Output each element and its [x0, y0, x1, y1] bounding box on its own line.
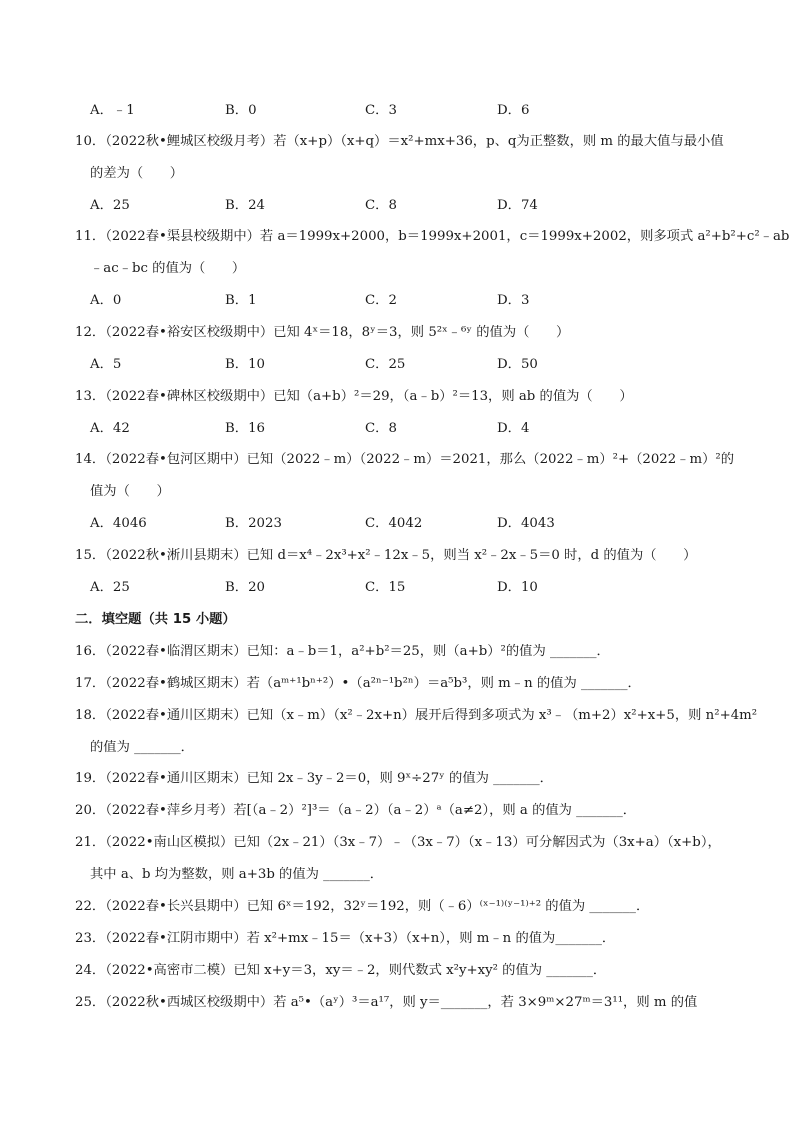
option-c: C．4042 — [365, 516, 423, 531]
question-14-line-1: 14．（2022春•包河区期中）已知（2022﹣m）（2022﹣m）＝2021，那么（2022﹣m）²+（2022﹣m）²的 — [75, 452, 735, 467]
question-11-line-2: ﹣ac﹣bc 的值为（ ） — [90, 261, 246, 276]
question-23: 23．（2022春•江阴市期中）若 x²+mx﹣15＝（x+3）（x+n），则 m﹣n 的值为_______． — [75, 931, 616, 946]
option-b: B．0 — [225, 103, 257, 118]
question-11-line-1: 11．（2022春•渠县校级期中）若 a＝1999x+2000，b＝1999x+2001，c＝1999x+2002，则多项式 a²+b²+c²﹣ab — [75, 229, 790, 244]
question-18-line-1: 18．（2022春•通川区期末）已知（x﹣m）（x²﹣2x+n）展开后得到多项式为 x³﹣（m+2）x²+x+5，则 n²+4m² — [75, 708, 758, 723]
option-b: B．24 — [225, 198, 265, 213]
option-d: D．3 — [497, 293, 530, 308]
option-d: D．4 — [497, 421, 530, 436]
option-a: A．25 — [90, 580, 130, 595]
option-a: A．42 — [90, 421, 130, 436]
question-17: 17．（2022春•鹤城区期末）若（aᵐ⁺¹bⁿ⁺²）•（a²ⁿ⁻¹b²ⁿ）＝a⁵b³，则 m﹣n 的值为 _______． — [75, 676, 641, 691]
option-c: C．2 — [365, 293, 397, 308]
question-22: 22．（2022春•长兴县期中）已知 6ˣ＝192，32ʸ＝192，则（﹣6）⁽ˣ⁻¹⁾⁽ʸ⁻¹⁾⁺² 的值为 _______． — [75, 899, 650, 914]
question-15-line-1: 15．（2022秋•淅川县期末）已知 d＝x⁴﹣2x³+x²﹣12x﹣5，则当 x²﹣2x﹣5＝0 时，d 的值为（ ） — [75, 548, 697, 563]
option-b: B．10 — [225, 357, 265, 372]
option-a: A．﹣1 — [90, 103, 135, 118]
option-d: D．6 — [497, 103, 530, 118]
option-a: A．4046 — [90, 516, 147, 531]
option-d: D．74 — [497, 198, 538, 213]
option-d: D．10 — [497, 580, 538, 595]
question-14-line-2: 值为（ ） — [90, 484, 170, 499]
question-10-line-2: 的差为（ ） — [90, 166, 184, 181]
question-21-line-2: 其中 a、b 均为整数，则 a+3b 的值为 _______． — [90, 867, 384, 882]
option-a: A．5 — [90, 357, 122, 372]
option-b: B．16 — [225, 421, 265, 436]
question-10-line-1: 10．（2022秋•鲤城区校级月考）若（x+p）（x+q）＝x²+mx+36，p、q为正整数，则 m 的最大值与最小值 — [75, 134, 724, 149]
option-b: B．20 — [225, 580, 265, 595]
question-19: 19．（2022春•通川区期末）已知 2x﹣3y﹣2＝0，则 9ˣ÷27ʸ 的值为 _______． — [75, 771, 553, 786]
question-18-line-2: 的值为 _______． — [90, 740, 194, 755]
question-21-line-1: 21．（2022•南山区模拟）已知（2x﹣21）（3x﹣7）﹣（3x﹣7）（x﹣13）可分解因式为（3x+a）（x+b）， — [75, 835, 721, 850]
option-c: C．15 — [365, 580, 406, 595]
question-24: 24．（2022•高密市二模）已知 x+y＝3，xy＝﹣2，则代数式 x²y+xy² 的值为 _______． — [75, 963, 607, 978]
option-c: C．8 — [365, 198, 397, 213]
question-16: 16．（2022春•临渭区期末）已知：a﹣b＝1，a²+b²＝25，则（a+b）²的值为 _______． — [75, 644, 610, 659]
option-c: C．25 — [365, 357, 406, 372]
option-d: D．50 — [497, 357, 538, 372]
option-c: C．8 — [365, 421, 397, 436]
option-b: B．2023 — [225, 516, 282, 531]
option-a: A．0 — [90, 293, 122, 308]
question-25: 25．（2022秋•西城区校级期中）若 a⁵•（aʸ）³＝a¹⁷，则 y＝_______，若 3×9ᵐ×27ᵐ＝3¹¹，则 m 的值 — [75, 995, 698, 1010]
option-a: A．25 — [90, 198, 130, 213]
option-c: C．3 — [365, 103, 397, 118]
option-d: D．4043 — [497, 516, 555, 531]
question-13-line-1: 13．（2022春•碑林区校级期中）已知（a+b）²＝29，（a﹣b）²＝13，则 ab 的值为（ ） — [75, 389, 633, 404]
section-heading: 二．填空题（共 15 小题） — [75, 612, 236, 627]
question-20: 20．（2022春•萍乡月考）若[（a﹣2）²]³＝（a﹣2）（a﹣2）ᵃ（a≠2），则 a 的值为 _______． — [75, 803, 637, 818]
option-b: B．1 — [225, 293, 257, 308]
question-12-line-1: 12．（2022春•裕安区校级期中）已知 4ˣ＝18，8ʸ＝3，则 5²ˣ﹣⁶ʸ 的值为（ ） — [75, 325, 570, 340]
